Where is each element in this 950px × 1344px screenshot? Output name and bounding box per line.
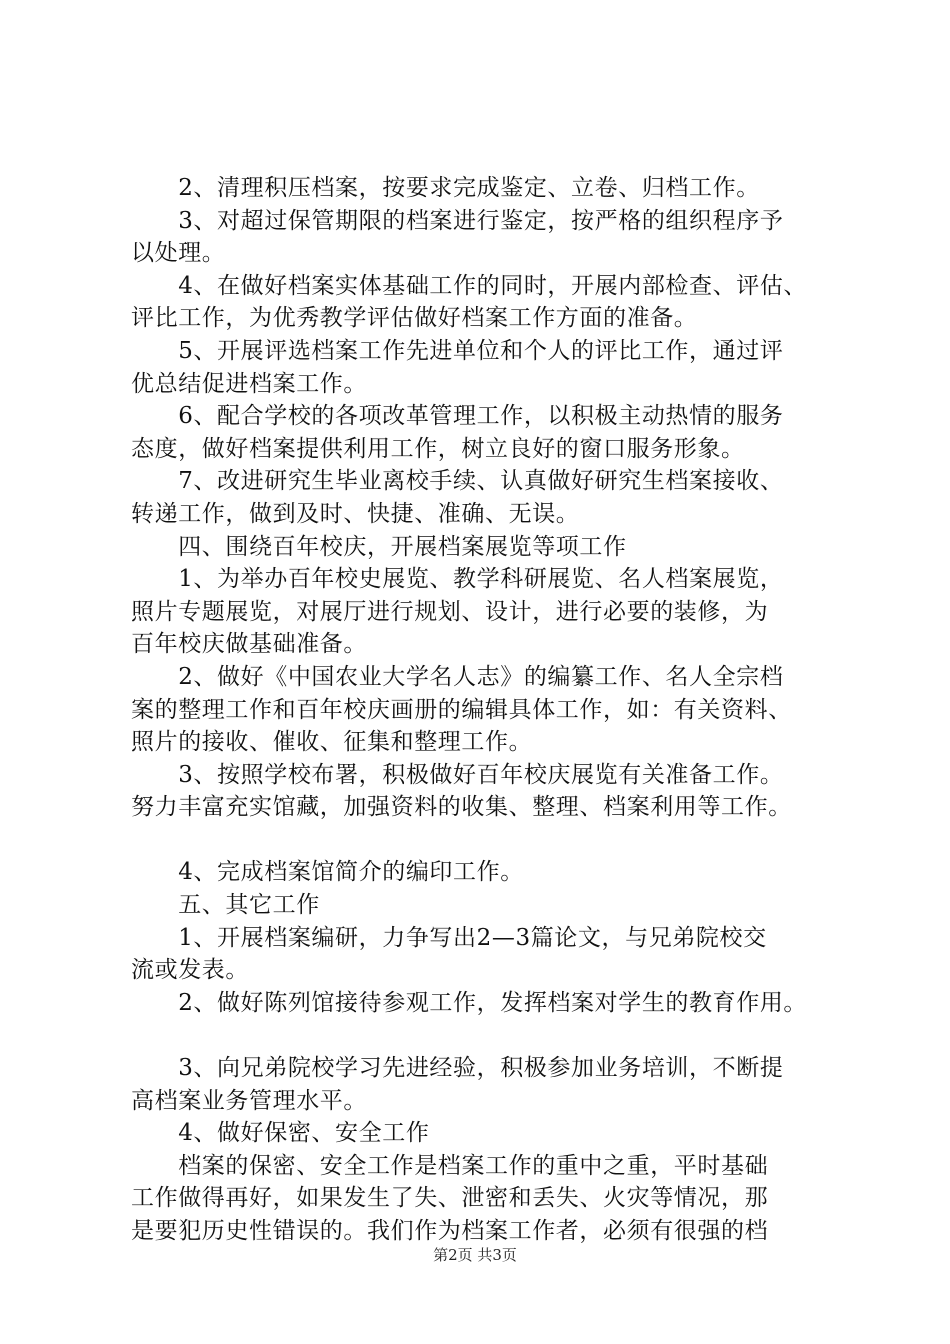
text-line: 转递工作，做到及时、快捷、准确、无误。 <box>131 500 580 527</box>
text-line: 工作做得再好，如果发生了失、泄密和丢失、火灾等情况，那 <box>131 1185 769 1212</box>
text-line: 照片的接收、催收、征集和整理工作。 <box>131 729 533 756</box>
text-line: 四、围绕百年校庆，开展档案展览等项工作 <box>131 533 627 560</box>
text-line: 5、开展评选档案工作先进单位和个人的评比工作，通过评 <box>131 337 784 364</box>
document-body <box>131 172 851 1248</box>
text-line: 1、开展档案编研，力争写出2—3篇论文，与兄弟院校交 <box>131 924 767 951</box>
blank-line <box>131 824 851 857</box>
text-line: 4、完成档案馆简介的编印工作。 <box>131 859 524 886</box>
text-line: 3、对超过保管期限的档案进行鉴定，按严格的组织程序予 <box>131 207 784 234</box>
text-line: 4、在做好档案实体基础工作的同时，开展内部检查、评估、 <box>131 272 808 299</box>
text-line: 百年校庆做基础准备。 <box>131 631 367 658</box>
page-footer: 第2页 共3页 <box>433 1246 517 1264</box>
text-line: 评比工作，为优秀教学评估做好档案工作方面的准备。 <box>131 305 698 332</box>
text-line: 是要犯历史性错误的。我们作为档案工作者，必须有很强的档 <box>131 1218 769 1244</box>
text-line: 2、做好陈列馆接待参观工作，发挥档案对学生的教育作用。 <box>131 989 808 1016</box>
text-line: 6、配合学校的各项改革管理工作，以积极主动热情的服务 <box>131 403 784 430</box>
text-line: 1、为举办百年校史展览、教学科研展览、名人档案展览， <box>131 566 784 593</box>
text-line: 努力丰富充实馆藏，加强资料的收集、整理、档案利用等工作。 <box>131 794 792 821</box>
text-line: 3、按照学校布署，积极做好百年校庆展览有关准备工作。 <box>131 761 784 788</box>
text-line: 照片专题展览，对展厅进行规划、设计，进行必要的装修，为 <box>131 598 769 625</box>
text-line: 优总结促进档案工作。 <box>131 370 367 397</box>
text-line: 2、清理积压档案，按要求完成鉴定、立卷、归档工作。 <box>131 175 760 201</box>
text-line: 态度，做好档案提供利用工作，树立良好的窗口服务形象。 <box>131 435 745 462</box>
text-line: 以处理。 <box>131 240 226 267</box>
text-line: 流或发表。 <box>131 957 249 984</box>
text-line: 高档案业务管理水平。 <box>131 1087 367 1114</box>
text-line: 7、改进研究生毕业离校手续、认真做好研究生档案接收、 <box>131 468 784 495</box>
blank-line <box>131 1019 851 1052</box>
text-line: 2、做好《中国农业大学名人志》的编纂工作、名人全宗档 <box>131 663 784 690</box>
text-line: 五、其它工作 <box>131 892 320 919</box>
text-line: 案的整理工作和百年校庆画册的编辑具体工作，如：有关资料、 <box>131 696 792 723</box>
text-line: 4、做好保密、安全工作 <box>131 1120 430 1147</box>
text-line: 档案的保密、安全工作是档案工作的重中之重，平时基础 <box>131 1152 769 1179</box>
text-line: 3、向兄弟院校学习先进经验，积极参加业务培训，不断提 <box>131 1055 784 1082</box>
